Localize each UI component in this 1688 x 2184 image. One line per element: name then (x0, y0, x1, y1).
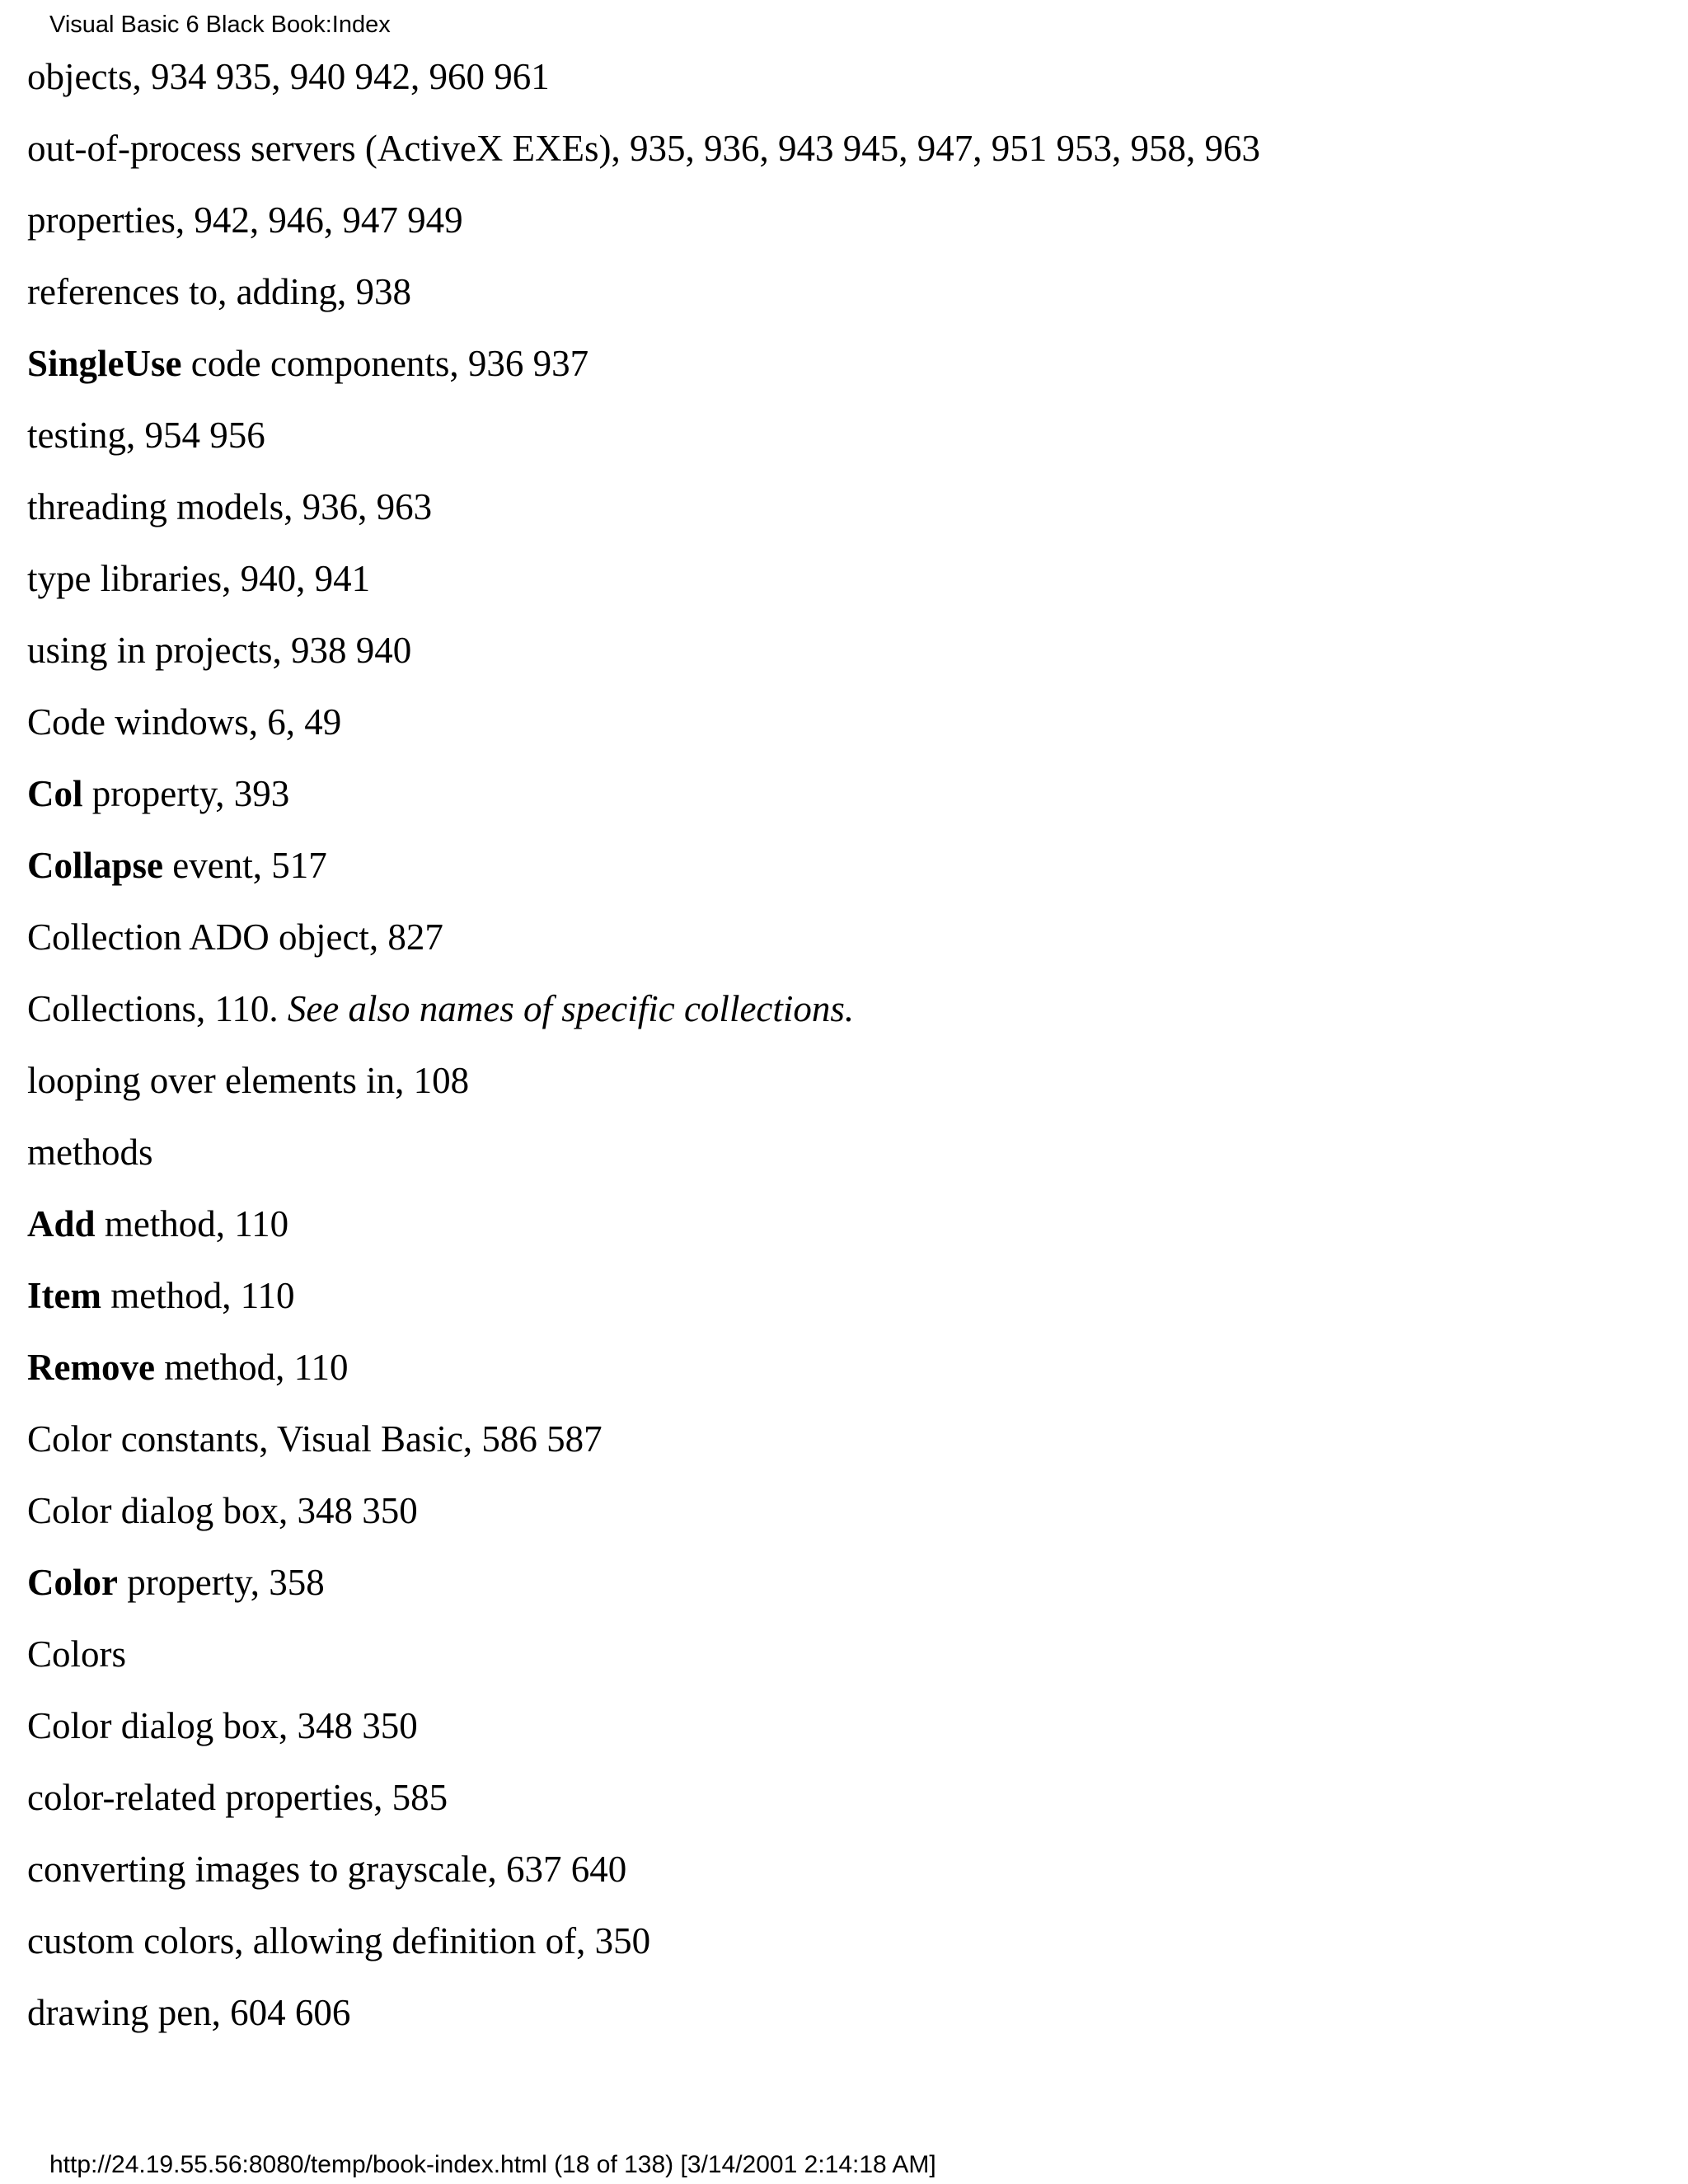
entry-text: objects, 934 935, 940 942, 960 961 (27, 56, 550, 97)
entry-text: Collection ADO object, 827 (27, 916, 443, 958)
entry-text: threading models, 936, 963 (27, 486, 433, 527)
entry-text: looping over elements in, 108 (27, 1060, 470, 1101)
entry-keyword: Col (27, 773, 83, 814)
entry-text: properties, 942, 946, 947 949 (27, 199, 463, 241)
index-entry (27, 1412, 1667, 1483)
entry-text: code components, 936 937 (181, 343, 589, 384)
index-entry (27, 1340, 1667, 1412)
index-entry (27, 408, 1667, 480)
page-header: Visual Basic 6 Black Book:Index (49, 12, 391, 38)
index-entry (27, 695, 1667, 766)
index-entry (27, 1985, 1667, 2057)
index-entry (27, 982, 1667, 1053)
entry-text: event, 517 (163, 845, 327, 886)
index-entry (27, 1770, 1667, 1842)
entry-text: Color dialog box, 348 350 (27, 1705, 418, 1746)
index-entry (27, 1627, 1667, 1699)
index-entry (27, 766, 1667, 838)
entry-keyword: Remove (27, 1347, 155, 1388)
entry-text: Collections, 110. (27, 988, 288, 1029)
index-entry (27, 1699, 1667, 1770)
entry-text: using in projects, 938 940 (27, 630, 412, 671)
entry-text: property, 358 (117, 1562, 325, 1603)
index-entry (27, 1842, 1667, 1914)
entry-text: testing, 954 956 (27, 415, 265, 456)
entry-text: Code windows, 6, 49 (27, 701, 342, 743)
entry-keyword: Add (27, 1203, 96, 1244)
entry-text: Color constants, Visual Basic, 586 587 (27, 1418, 603, 1460)
entry-text: custom colors, allowing definition of, 350 (27, 1920, 651, 1961)
entry-text: methods (27, 1132, 153, 1173)
index-entry (27, 265, 1667, 336)
entry-text: drawing pen, 604 606 (27, 1992, 351, 2033)
entry-keyword: SingleUse (27, 343, 182, 384)
entry-text: Color dialog box, 348 350 (27, 1490, 418, 1531)
entry-text: references to, adding, 938 (27, 271, 412, 312)
index-entry (27, 1125, 1667, 1197)
entry-text: out-of-process servers (ActiveX EXEs), 935, 936, 943 945, 947, 951 953, 958, 963 (27, 128, 1261, 169)
index-entry (27, 838, 1667, 910)
entry-text: Colors (27, 1633, 127, 1675)
index-entry (27, 480, 1667, 551)
index-entry (27, 1053, 1667, 1125)
index-entry (27, 551, 1667, 623)
index-entry (27, 1268, 1667, 1340)
index-entry (27, 121, 1667, 193)
entry-text: converting images to grayscale, 637 640 (27, 1849, 627, 1890)
entry-keyword: Collapse (27, 845, 164, 886)
entry-text: method, 110 (101, 1275, 295, 1316)
entry-text: type libraries, 940, 941 (27, 558, 371, 599)
page-footer: http://24.19.55.56:8080/temp/book-index.html (18 of 138) [3/14/2001 2:14:18 AM] (49, 2151, 936, 2178)
entry-text: color-related properties, 585 (27, 1777, 448, 1818)
index-entry (27, 49, 1667, 121)
index-entry (27, 623, 1667, 695)
entry-keyword: Item (27, 1275, 101, 1316)
entry-text: method, 110 (154, 1347, 349, 1388)
entry-keyword: Color (27, 1562, 118, 1603)
entry-text: property, 393 (82, 773, 290, 814)
index-entry (27, 1197, 1667, 1268)
index-entry (27, 910, 1667, 982)
entry-see-also: See also names of specific collections. (287, 988, 855, 1029)
index-entry (27, 1483, 1667, 1555)
index-entry (27, 336, 1667, 408)
index-entry (27, 1914, 1667, 1985)
entry-text: method, 110 (95, 1203, 289, 1244)
index-entry (27, 1555, 1667, 1627)
index-entries (27, 49, 1667, 2057)
index-entry (27, 193, 1667, 265)
